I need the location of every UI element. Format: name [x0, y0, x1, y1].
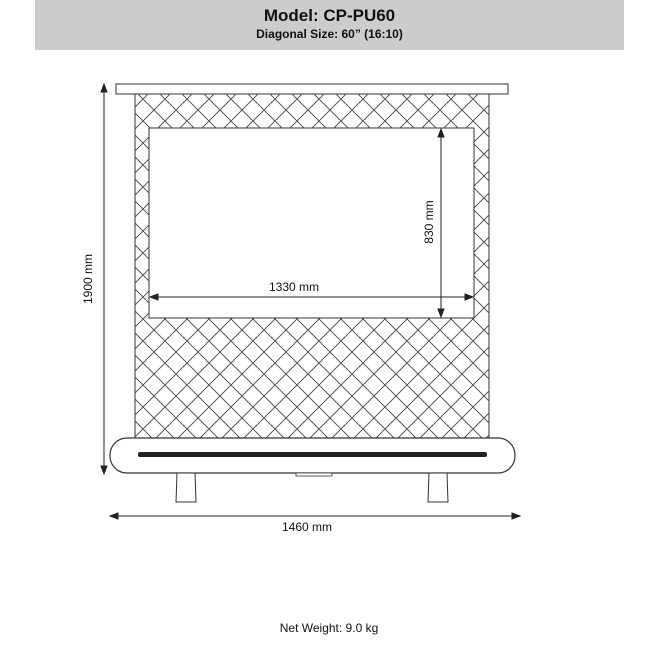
left-foot	[176, 473, 196, 502]
screen-width-label: 1330 mm	[268, 280, 320, 294]
diagonal-size: Diagonal Size: 60” (16:10)	[256, 27, 403, 41]
center-tab	[296, 473, 332, 476]
top-bar	[116, 84, 508, 94]
net-weight: Net Weight: 9.0 kg	[279, 621, 379, 635]
model-title: Model: CP-PU60	[263, 6, 396, 25]
overall-height-label: 1900 mm	[81, 253, 95, 305]
housing-slot	[138, 452, 487, 457]
width-dimension-line	[110, 513, 520, 519]
screen-height-label: 830 mm	[422, 200, 436, 244]
height-dimension-line	[101, 84, 107, 474]
right-foot	[428, 473, 448, 502]
overall-width-label: 1460 mm	[281, 520, 333, 534]
